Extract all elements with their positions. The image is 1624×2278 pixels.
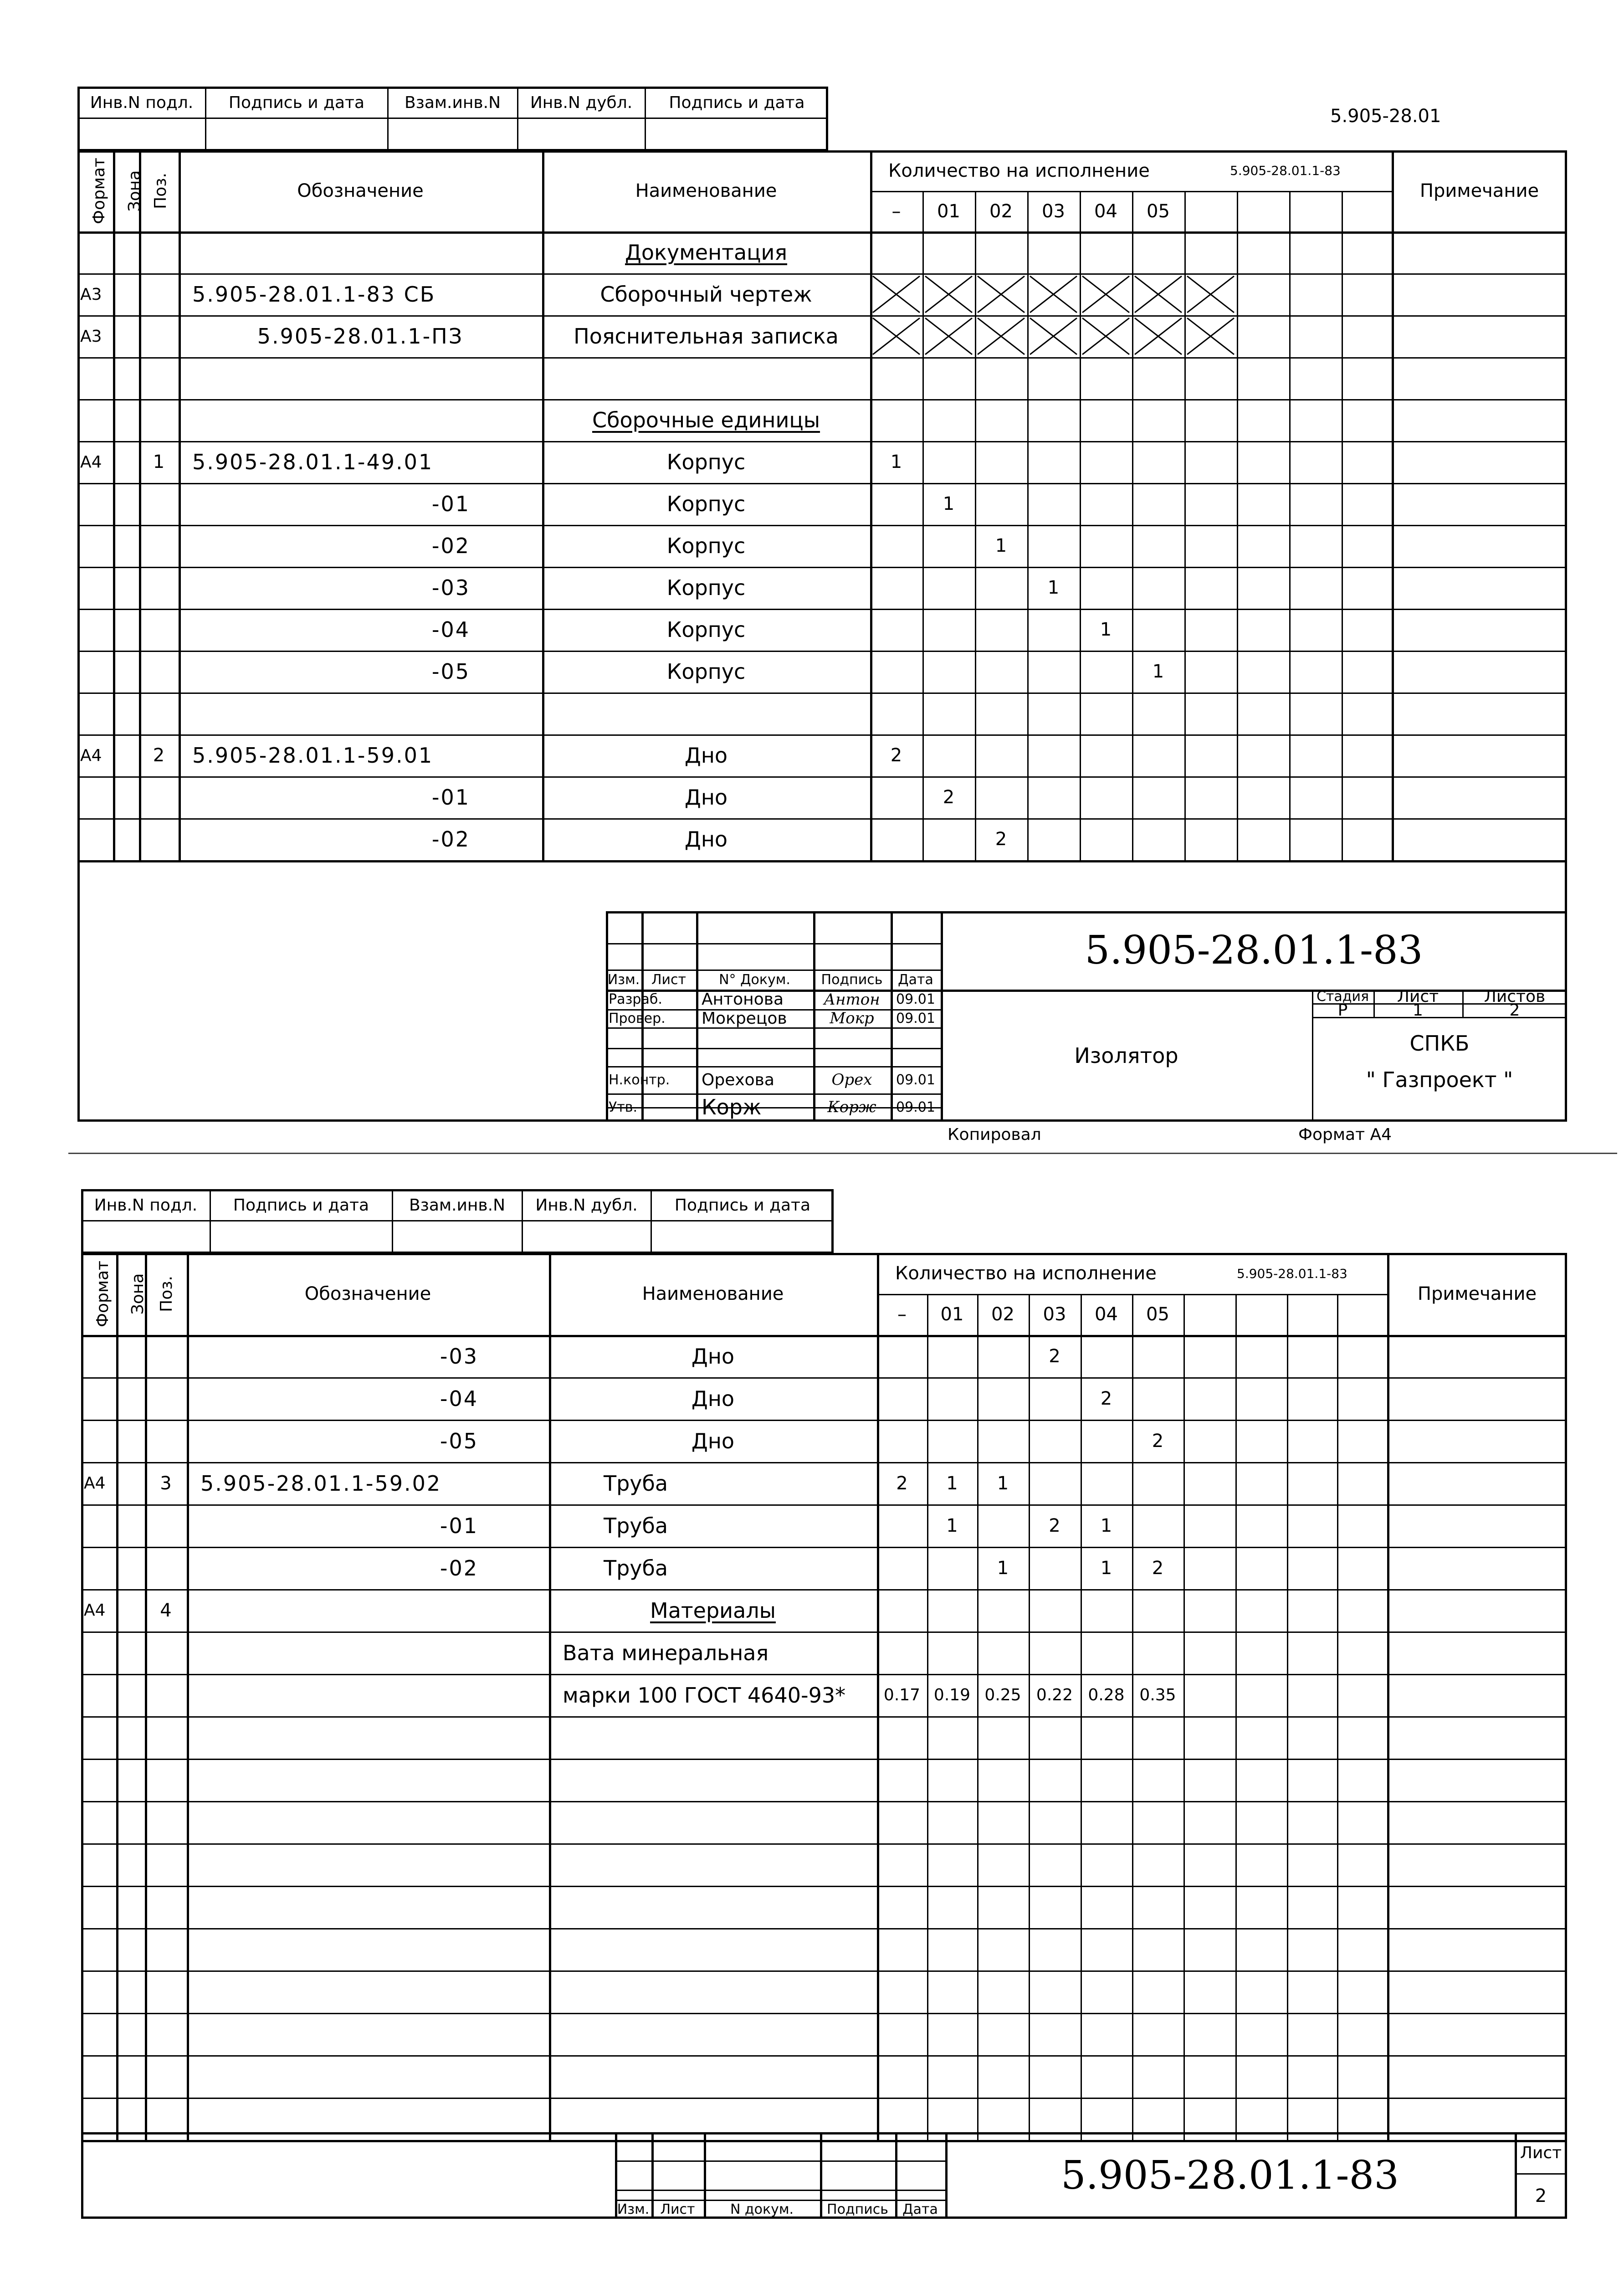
row-name: Труба <box>604 1513 668 1538</box>
row-name: Материалы <box>650 1598 776 1623</box>
header-variant-3: 03 <box>1043 1304 1066 1325</box>
row-designation: -05 <box>431 659 470 684</box>
row-designation: -01 <box>431 492 470 516</box>
row-position: 4 <box>160 1600 172 1621</box>
cross-mark <box>1080 273 1132 315</box>
person-name: Антонова <box>702 990 784 1009</box>
header-variant-4: 04 <box>1095 1304 1118 1325</box>
header-variant-4: 04 <box>1094 200 1117 222</box>
row-designation: -03 <box>440 1344 478 1369</box>
person-role: Разраб. <box>609 991 662 1007</box>
header-qty-title: Количество на исполнение <box>888 160 1150 181</box>
row-name: Пояснительная записка <box>574 324 839 349</box>
header-variant-0: – <box>897 1304 907 1325</box>
item-name: Изолятор <box>1074 1043 1178 1068</box>
row-qty-2: 1 <box>997 1472 1009 1494</box>
strip-vzam-inv: Взам.инв.N <box>404 93 501 112</box>
header-variant-3: 03 <box>1042 200 1065 222</box>
cross-mark <box>870 273 922 315</box>
strip2-vzam-inv: Взам.инв.N <box>409 1195 506 1215</box>
person-date: 09.01 <box>896 1099 935 1115</box>
row-qty-1: 2 <box>943 787 955 808</box>
row-designation: -05 <box>440 1428 478 1453</box>
strip2-inv-podl: Инв.N подл. <box>94 1195 198 1215</box>
row-qty-1: 0.19 <box>933 1686 971 1704</box>
row-qty-5: 1 <box>1152 661 1164 682</box>
strip-sign-date: Подпись и дата <box>228 93 365 112</box>
stage-value: Р <box>1337 1000 1348 1020</box>
header-name: Наименование <box>642 1283 784 1304</box>
row-designation: -04 <box>431 617 470 642</box>
row-qty-2: 1 <box>997 1557 1009 1579</box>
row-designation: -03 <box>431 575 470 600</box>
cross-mark <box>1027 315 1080 357</box>
row-name: Корпус <box>666 534 746 558</box>
header-name: Наименование <box>635 180 777 201</box>
col-head-3: Подпись <box>827 2201 888 2217</box>
row-designation: -02 <box>431 534 470 558</box>
strip2-sign-date: Подпись и дата <box>233 1195 369 1215</box>
person-role: Н.контр. <box>609 1072 670 1088</box>
row-qty-0: 2 <box>890 745 902 766</box>
row-name: Труба <box>604 1555 668 1580</box>
sheet-value: 2 <box>1535 2186 1547 2206</box>
person-name: Мокрецов <box>702 1009 787 1028</box>
header-variant-2: 02 <box>991 1304 1014 1325</box>
row-qty-3: 2 <box>1049 1515 1060 1536</box>
row-qty-5: 2 <box>1152 1557 1164 1579</box>
row-format: A4 <box>84 1601 106 1620</box>
row-qty-4: 1 <box>1100 1557 1112 1579</box>
row-qty-2: 1 <box>995 535 1007 556</box>
col-head-2: N докум. <box>730 2201 794 2217</box>
row-name: Труба <box>604 1471 668 1496</box>
header-pos: Поз. <box>157 1276 176 1312</box>
header-qty-title: Количество на исполнение <box>895 1263 1157 1284</box>
col-head-1: Лист <box>660 2201 695 2217</box>
strip-inv-podl: Инв.N подл. <box>90 93 194 112</box>
row-name: Дно <box>691 1386 735 1411</box>
cross-mark <box>922 273 975 315</box>
row-position: 3 <box>160 1472 172 1494</box>
copied-label: Копировал <box>948 1125 1041 1144</box>
row-format: A4 <box>84 1474 106 1493</box>
row-qty-4: 2 <box>1100 1388 1112 1409</box>
row-designation: -01 <box>431 785 470 810</box>
header-variant-1: 01 <box>940 1304 964 1325</box>
row-qty-4: 1 <box>1100 1515 1112 1536</box>
row-designation: -02 <box>431 827 470 852</box>
person-signature: Орех <box>831 1071 872 1089</box>
row-name: Дно <box>691 1428 735 1453</box>
cross-mark <box>975 315 1027 357</box>
sheet-label: Лист <box>1397 987 1439 1006</box>
cross-mark <box>870 315 922 357</box>
row-name: Сборочный чертеж <box>600 282 812 307</box>
person-role: Утв. <box>609 1099 637 1115</box>
row-name: Дно <box>691 1344 735 1369</box>
row-name: Вата минеральная <box>563 1640 769 1665</box>
row-name: Дно <box>684 785 728 810</box>
org-line-1: СПКБ <box>1409 1031 1470 1056</box>
row-qty-2: 0.25 <box>984 1686 1021 1704</box>
row-designation: -04 <box>440 1386 478 1411</box>
row-format: A3 <box>80 285 102 304</box>
header-format: Формат <box>89 157 108 225</box>
col-head-2: N° Докум. <box>719 971 790 988</box>
col-head-1: Лист <box>651 971 686 988</box>
sheets-value: 2 <box>1509 1000 1520 1020</box>
row-qty-4: 1 <box>1100 619 1112 640</box>
header-pos: Поз. <box>151 173 170 209</box>
person-name: Корж <box>702 1095 762 1119</box>
row-designation: 5.905-28.01.1-59.02 <box>200 1471 442 1496</box>
row-name: Корпус <box>666 492 746 516</box>
col-head-3: Подпись <box>821 971 883 988</box>
row-name: Корпус <box>666 659 746 684</box>
row-qty-0: 2 <box>896 1472 908 1494</box>
person-signature: Корж <box>827 1098 876 1116</box>
row-designation: -02 <box>440 1555 478 1580</box>
row-designation: 5.905-28.01.1-ПЗ <box>257 324 464 349</box>
col-head-4: Дата <box>898 971 933 988</box>
person-date: 09.01 <box>896 991 935 1007</box>
corner-code: 5.905-28.01 <box>1330 106 1441 127</box>
sheet-value: 1 <box>1413 1000 1423 1020</box>
row-name: Сборочные единицы <box>592 408 820 432</box>
header-note: Примечание <box>1419 180 1539 201</box>
strip-sign-date-2: Подпись и дата <box>669 93 805 112</box>
col-head-0: Изм. <box>607 971 640 988</box>
person-role: Провер. <box>609 1010 666 1026</box>
row-qty-5: 2 <box>1152 1430 1164 1452</box>
row-name: Корпус <box>666 450 746 474</box>
row-position: 2 <box>153 745 165 766</box>
strip2-inv-dubl: Инв.N дубл. <box>535 1195 638 1215</box>
header-qty-doc: 5.905-28.01.1-83 <box>1230 163 1341 178</box>
row-name: Дно <box>684 827 728 852</box>
row-qty-3: 0.22 <box>1036 1686 1073 1704</box>
cross-mark <box>975 273 1027 315</box>
header-variant-1: 01 <box>937 200 960 222</box>
row-qty-0: 0.17 <box>883 1686 921 1704</box>
row-qty-3: 1 <box>1047 577 1060 598</box>
doc-number: 5.905-28.01.1-83 <box>1085 928 1423 973</box>
row-designation: 5.905-28.01.1-49.01 <box>192 450 434 474</box>
cross-mark <box>1132 315 1184 357</box>
header-zone: Зона <box>125 170 144 212</box>
row-qty-1: 1 <box>943 493 955 514</box>
cross-mark <box>1184 315 1237 357</box>
person-date: 09.01 <box>896 1010 935 1026</box>
row-qty-3: 2 <box>1049 1345 1060 1367</box>
row-qty-1: 1 <box>946 1515 958 1536</box>
person-name: Орехова <box>702 1070 774 1089</box>
sheets-label: Листов <box>1484 987 1546 1006</box>
row-qty-1: 1 <box>946 1472 958 1494</box>
cross-mark <box>1184 273 1237 315</box>
row-format: A3 <box>80 327 102 346</box>
sheet-label: Лист <box>1520 2143 1562 2162</box>
row-qty-4: 0.28 <box>1088 1686 1125 1704</box>
row-name: Документация <box>625 240 788 265</box>
header-variant-0: – <box>891 200 901 222</box>
row-format: A4 <box>80 746 102 765</box>
row-name: марки 100 ГОСТ 4640-93* <box>563 1683 846 1708</box>
header-designation: Обозначение <box>297 180 424 201</box>
row-qty-2: 2 <box>995 829 1007 850</box>
strip-inv-dubl: Инв.N дубл. <box>530 93 633 112</box>
stage-label: Стадия <box>1316 988 1369 1005</box>
cross-mark <box>922 315 975 357</box>
header-qty-doc: 5.905-28.01.1-83 <box>1237 1266 1347 1281</box>
row-qty-5: 0.35 <box>1139 1686 1176 1704</box>
org-line-2: " Газпроект " <box>1366 1067 1513 1092</box>
row-name: Корпус <box>666 575 746 600</box>
header-variant-2: 02 <box>989 200 1013 222</box>
row-designation: -01 <box>440 1513 478 1538</box>
row-name: Корпус <box>666 617 746 642</box>
row-name: Дно <box>684 743 728 768</box>
header-format: Формат <box>93 1260 112 1328</box>
header-note: Примечание <box>1417 1283 1537 1304</box>
row-designation: 5.905-28.01.1-83 СБ <box>192 282 436 307</box>
row-position: 1 <box>153 451 165 472</box>
strip2-sign-date-2: Подпись и дата <box>674 1195 811 1215</box>
col-head-4: Дата <box>902 2201 938 2217</box>
header-zone: Зона <box>128 1273 147 1315</box>
row-designation: 5.905-28.01.1-59.01 <box>192 743 434 768</box>
format-label: Формат А4 <box>1298 1125 1392 1144</box>
cross-mark <box>1027 273 1080 315</box>
row-qty-0: 1 <box>890 451 902 472</box>
cross-mark <box>1132 273 1184 315</box>
header-variant-5: 05 <box>1147 200 1170 222</box>
person-signature: Мокр <box>830 1009 874 1027</box>
header-designation: Обозначение <box>304 1283 431 1304</box>
doc-number: 5.905-28.01.1-83 <box>1060 2153 1399 2198</box>
person-date: 09.01 <box>896 1072 935 1088</box>
person-signature: Антон <box>824 990 880 1009</box>
sheet-separator <box>68 1153 1617 1154</box>
cross-mark <box>1080 315 1132 357</box>
row-format: A4 <box>80 452 102 472</box>
header-variant-5: 05 <box>1146 1304 1169 1325</box>
col-head-0: Изм. <box>617 2201 650 2217</box>
